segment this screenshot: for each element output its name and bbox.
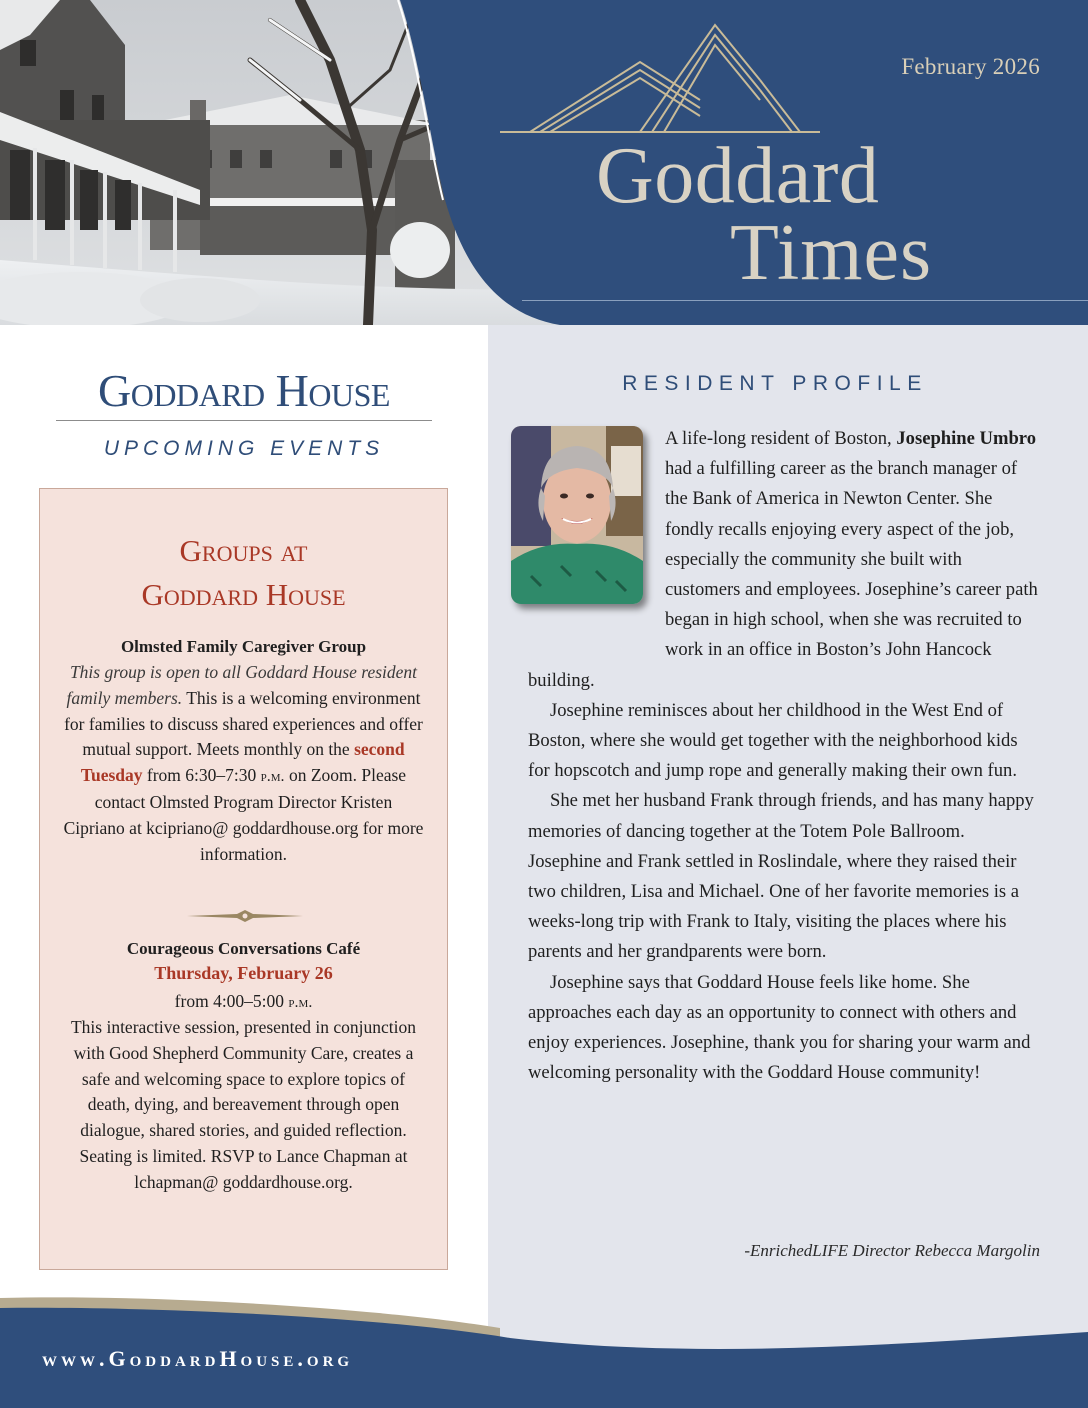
event1-pm: p.m.	[260, 768, 285, 786]
groups-title-line2: Goddard House	[141, 577, 346, 612]
event1-name: Olmsted Family Caregiver Group	[120, 637, 367, 656]
p1-intro: A life-long resident of Boston,	[665, 428, 897, 449]
event2-date: Thursday, February 26	[154, 963, 333, 983]
event2-name: Courageous Conversations Café	[126, 939, 361, 958]
newsletter-title-line1: Goddard	[596, 132, 880, 220]
p1-body: had a fulfilling career as the branch manager of the Bank of America in Newton Center. She fondly recalls enjoying every aspect of the job, especially the community she built with customers and employees. Josephine’s career path began in high school, when she was recruited to work in an office in Boston’s John Hancock building.	[528, 458, 1038, 691]
groups-title-line1: Groups at	[179, 533, 308, 568]
upcoming-events-heading: UPCOMING EVENTS	[103, 437, 385, 460]
ornament-divider-icon	[187, 910, 303, 922]
events-box	[39, 488, 448, 1270]
masthead-rule	[522, 300, 1088, 301]
event2-pm: p.m.	[288, 994, 313, 1011]
event1-highlight: second Tuesday	[80, 739, 405, 786]
portrait-float-spacer	[528, 424, 665, 636]
profile-paragraph-2: Josephine reminisces about her childhood in the West End of Boston, where she would get together with the neighborhood kids for hopscotch and jump rope and generally making their own fun.	[528, 699, 1018, 782]
profile-paragraph-3: She met her husband Frank through friends, and has many happy memories of dancing together at the Totem Pole Ballroom. Josephine and Frank settled in Roslindale, where they raised their two children, Lisa and Michael. One of her favorite memories is a weeks-long trip with Frank to Italy, visiting the places where his parents and her grandparents were born.	[528, 790, 1034, 963]
event2-time	[62, 989, 425, 1016]
event1-description	[62, 660, 425, 867]
profile-article	[528, 424, 1040, 1088]
newsletter-title-line2: Times	[730, 209, 933, 297]
event2-description: This interactive session, presented in conjunction with Good Shepherd Community Care, creates a safe and welcoming space to explore topics of death, dying, and bereavement through open dialogue, shared stories, and guided reflection. Seating is limited. RSVP to Lance Chapman at lchapman@ goddardhouse.org.	[70, 1017, 417, 1192]
masthead	[0, 0, 1088, 330]
event1-text-b: from 6:30–7:30	[142, 765, 261, 786]
resident-profile-heading: RESIDENT PROFILE	[622, 372, 928, 395]
goddard-house-heading: Goddard House	[98, 365, 390, 416]
event1-text-c: on Zoom. Please contact Olmsted Program Director Kristen Cipriano at kcipriano@ goddardhouse.org for more information.	[63, 765, 424, 864]
event1-italic: This group is open to all Goddard House resident family members.	[66, 662, 418, 708]
article-signature: -EnrichedLIFE Director Rebecca Margolin	[744, 1241, 1040, 1260]
heading-divider	[56, 420, 432, 421]
profile-paragraph-4: Josephine says that Goddard House feels like home. She approaches each day as an opportunity to connect with others and enjoy experiences. Josephine, thank you for sharing your warm and welcoming personality with the Goddard House community!	[528, 971, 1031, 1084]
website-link[interactable]: www.GoddardHouse.org	[42, 1346, 354, 1371]
resident-name: Josephine Umbro	[896, 428, 1037, 449]
event2-time-text: from 4:00–5:00	[174, 991, 289, 1011]
groups-title	[40, 529, 447, 617]
event1-text-a: This is a welcoming environment for families to discuss shared experiences and offer mutual support. Meets monthly on the	[64, 687, 423, 760]
issue-date: February 2026	[901, 54, 1040, 79]
footer	[0, 1290, 1088, 1408]
